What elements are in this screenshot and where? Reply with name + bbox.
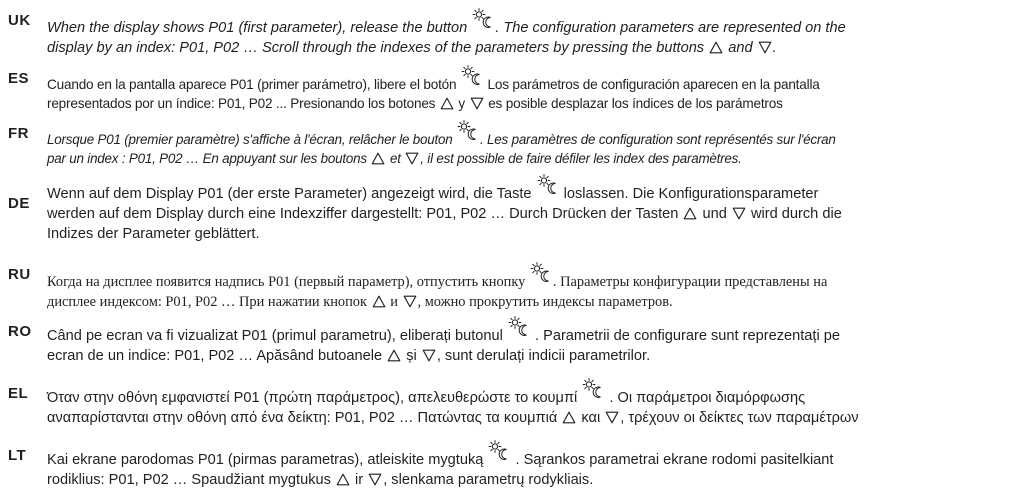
language-code: EL [8,385,29,402]
triangle-up-icon [562,411,576,424]
triangle-up-icon [336,473,350,486]
triangle-up-icon [371,152,385,165]
language-code: DE [8,195,30,212]
triangle-up-icon [387,349,401,362]
language-code: UK [8,12,31,29]
triangle-up-icon [709,41,723,54]
triangle-up-icon [440,97,454,110]
triangle-down-icon [422,349,436,362]
sun-moon-icon [488,440,510,460]
language-code: RU [8,266,31,283]
language-code: FR [8,125,29,142]
instruction-text: Όταν στην οθόνη εμφανιστεί P01 (πρώτη παράμετρος), απελευθερώστε το κουμπί . Οι παράμετροι διαμόρφωσης αναπαρίστανται στην οθόνη από ένα δείκτη: P01, P02 … Πατώντας τα κουμπιά και , τρέχουν οι δείκτες των παραμέτρων [47,378,997,428]
sun-moon-icon [537,174,559,194]
sun-moon-icon [461,65,483,85]
language-code: RO [8,323,32,340]
language-code: ES [8,70,30,87]
triangle-down-icon [605,411,619,424]
triangle-down-icon [470,97,484,110]
instruction-text: Cuando en la pantalla aparece P01 (primer parámetro), libere el botón Los parámetros de configuración aparecen en la pantalla representados por un índice: P01, P02 ... Presionando los botones y es posible desplazar los índices de los parámetros [47,65,997,113]
instruction-text: Wenn auf dem Display P01 (der erste Parameter) angezeigt wird, die Taste loslassen. Die Konfigurationsparameter werden auf dem Display durch eine Indexziffer dargestellt: P01, P02 … Durch Drücken der Tasten und wird durch die Indizes der Parameter geblättert. [47,174,997,244]
triangle-up-icon [683,207,697,220]
sun-moon-icon [508,316,530,336]
instruction-text: Când pe ecran va fi vizualizat P01 (primul parametru), eliberați butonul . Parametrii de configurare sunt reprezentați pe ecran de un indice: P01, P02 … Apăsând butoanele și , sunt derulați indicii parametrilor. [47,316,997,366]
instruction-text: Lorsque P01 (premier paramètre) s'affiche à l'écran, relâcher le bouton . Les paramètres de configuration sont représentés sur l'écran par un index : P01, P02 … En appuyant sur les boutons et , il est possible de faire défiler les index des paramètres. [47,120,997,168]
instruction-text: When the display shows P01 (first parameter), release the button . The configuration parameters are represented on the display by an index: P01, P02 … Scroll through the indexes of the parameters by pressing the buttons and . [47,8,997,58]
instruction-text: Kai ekrane parodomas P01 (pirmas parametras), atleiskite mygtuką . Sąrankos parametrai ekrane rodomi pasitelkiant rodiklius: P01, P02 … Spaudžiant mygtukus ir , slenkama parametrų rodykliais. [47,440,997,490]
triangle-down-icon [403,295,417,308]
triangle-down-icon [368,473,382,486]
sun-moon-icon [530,262,552,282]
sun-moon-icon [582,378,604,398]
triangle-up-icon [372,295,386,308]
language-code: LT [8,447,27,464]
sun-moon-icon [472,8,494,28]
triangle-down-icon [732,207,746,220]
triangle-down-icon [405,152,419,165]
sun-moon-icon [457,120,479,140]
instruction-text: Когда на дисплее появится надпись P01 (первый параметр), отпустить кнопку . Параметры конфигурации представлены на дисплее индексом: P01, P02 … При нажатии кнопок и , можно прокрутить индексы параметров. [47,262,997,312]
triangle-down-icon [758,41,772,54]
